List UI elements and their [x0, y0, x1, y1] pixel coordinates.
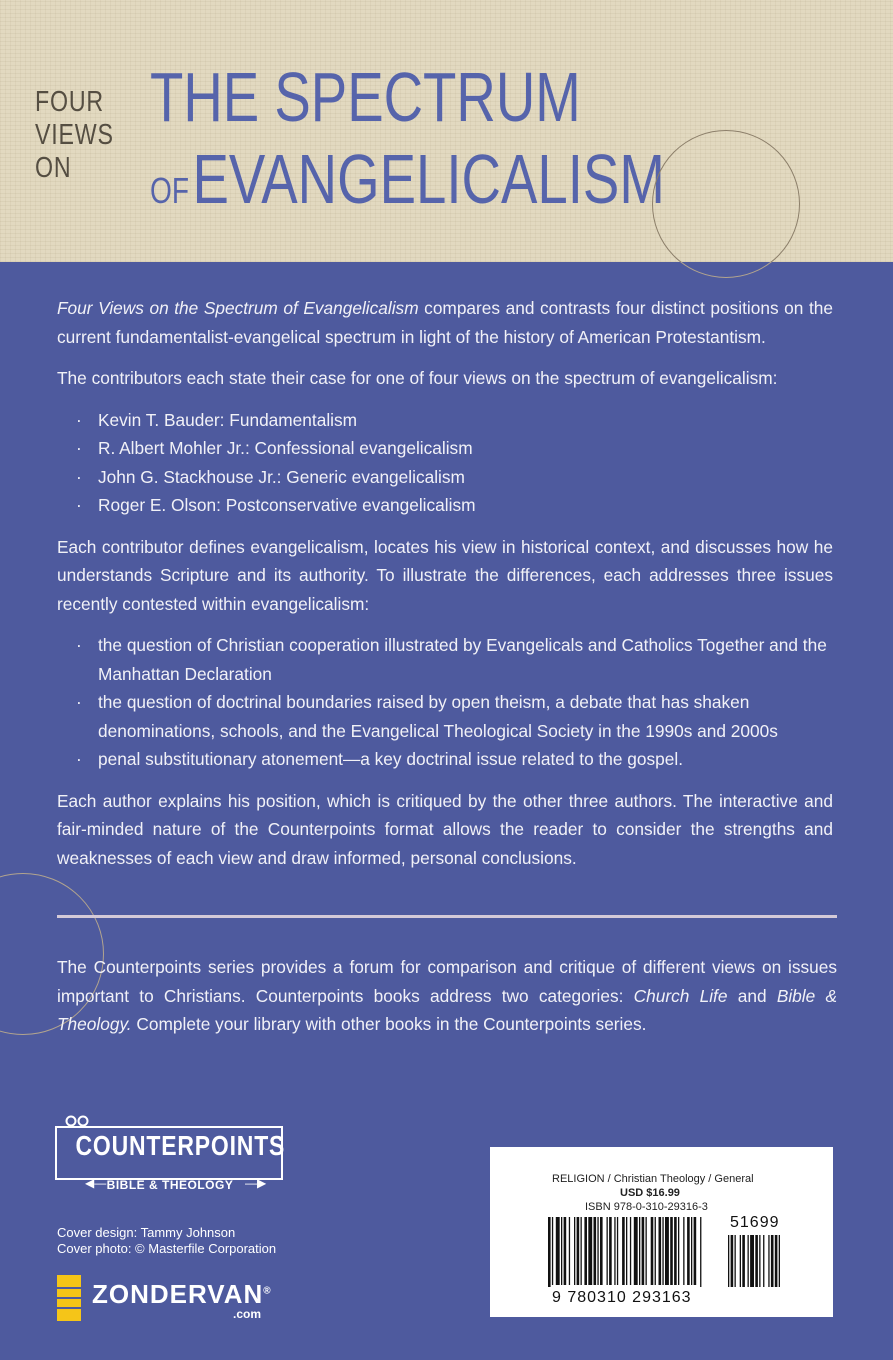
list-item: · the question of Christian cooperation illustrated by Evangelicals and Catholics Together and the Manhattan Declaration — [57, 631, 833, 688]
barcode-digits: 9 780310 293163 — [552, 1289, 692, 1306]
cover-photo-credit: Cover photo: © Masterfile Corporation — [57, 1241, 277, 1256]
series-logo-subtitle: BIBLE & THEOLOGY — [106, 1178, 234, 1192]
publisher-name-text: ZONDERVAN — [92, 1279, 264, 1309]
header-panel — [0, 0, 893, 262]
views-list — [57, 406, 833, 520]
list-item: · Roger E. Olson: Postconservative evangelicalism — [57, 491, 833, 520]
book-title: Four Views on the Spectrum of Evangelicalism — [57, 298, 419, 318]
list-item: · R. Albert Mohler Jr.: Confessional evangelicalism — [57, 434, 833, 463]
category-church-life: Church Life — [633, 985, 728, 1006]
zondervan-mark-icon — [57, 1275, 81, 1321]
category-bible-theology: Bible & Theology. — [57, 985, 838, 1034]
list-item: · penal substitutionary atonement—a key doctrinal issue related to the gospel. — [57, 745, 833, 774]
registered-mark: ® — [263, 1285, 272, 1297]
list-item: · the question of doctrinal boundaries raised by open theism, a debate that has shaken denominations, schools, and the Evangelical Theological Society in the 1990s and 2000s — [57, 688, 833, 745]
bisac-category: RELIGION / Christian Theology / General — [552, 1173, 754, 1185]
isbn: ISBN 978-0-310-29316-3 — [585, 1201, 708, 1213]
list-item: · John G. Stackhouse Jr.: Generic evangelicalism — [57, 463, 833, 492]
arrow-right-icon: —▶ — [245, 1176, 267, 1190]
intro-text: compares and contrasts four distinct positions on the current fundamentalist-evangelical spectrum in light of the history of American Protestantism. — [57, 298, 833, 347]
divider — [57, 915, 837, 918]
series-logo-name: COUNTERPOINTS — [75, 1130, 286, 1161]
title-prefix — [35, 86, 114, 185]
barcode-box — [490, 1147, 833, 1317]
issues-list — [57, 631, 833, 774]
prefix-line: VIEWS — [35, 119, 114, 151]
publisher-name — [92, 1279, 272, 1310]
publisher-suffix: .com — [233, 1307, 262, 1321]
title-evangelicalism: EVANGELICALISM — [192, 140, 665, 218]
credits — [57, 1225, 276, 1257]
price: USD $16.99 — [620, 1187, 680, 1199]
title-line-2 — [150, 140, 665, 238]
prefix-line: FOUR — [35, 86, 104, 118]
title-line-1: THE SPECTRUM — [150, 58, 581, 136]
closing-paragraph: Each author explains his position, which is critiqued by the other three authors. The interactive and fair-minded nature of the Counterpoints format allows the reader to consider the strengths and weaknesses of each view and draw informed, personal conclusions. — [57, 790, 833, 868]
series-text: The Counterpoints series provides a forum for comparison and critique of different views on issues important to Christians. Counterpoints books address two categories: — [57, 957, 837, 1006]
series-text-end: Complete your library with other books in the Counterpoints series. — [131, 1014, 647, 1034]
cover-design-credit: Cover design: Tammy Johnson — [57, 1225, 236, 1240]
decorative-circle-icon — [652, 262, 800, 278]
counterpoints-logo — [55, 1110, 286, 1194]
description — [57, 294, 833, 885]
arrow-left-icon: ◀— — [85, 1176, 107, 1190]
intro-paragraph — [57, 294, 833, 351]
contributors-intro: The contributors each state their case for one of four views on the spectrum of evangelicalism: — [57, 368, 778, 388]
series-and: and — [727, 985, 777, 1006]
prefix-line: ON — [35, 152, 72, 184]
series-description — [57, 953, 837, 1039]
issues-intro: Each contributor defines evangelicalism, locates his view in historical context, and discusses how he understands Scripture and its authority. To illustrate the differences, each addresses three issues recently contested within evangelicalism: — [57, 536, 833, 614]
title-of: OF — [150, 170, 189, 211]
barcode-addon-digits: 51699 — [730, 1214, 780, 1231]
list-item: · Kevin T. Bauder: Fundamentalism — [57, 406, 833, 435]
decorative-circle-icon — [652, 130, 800, 262]
